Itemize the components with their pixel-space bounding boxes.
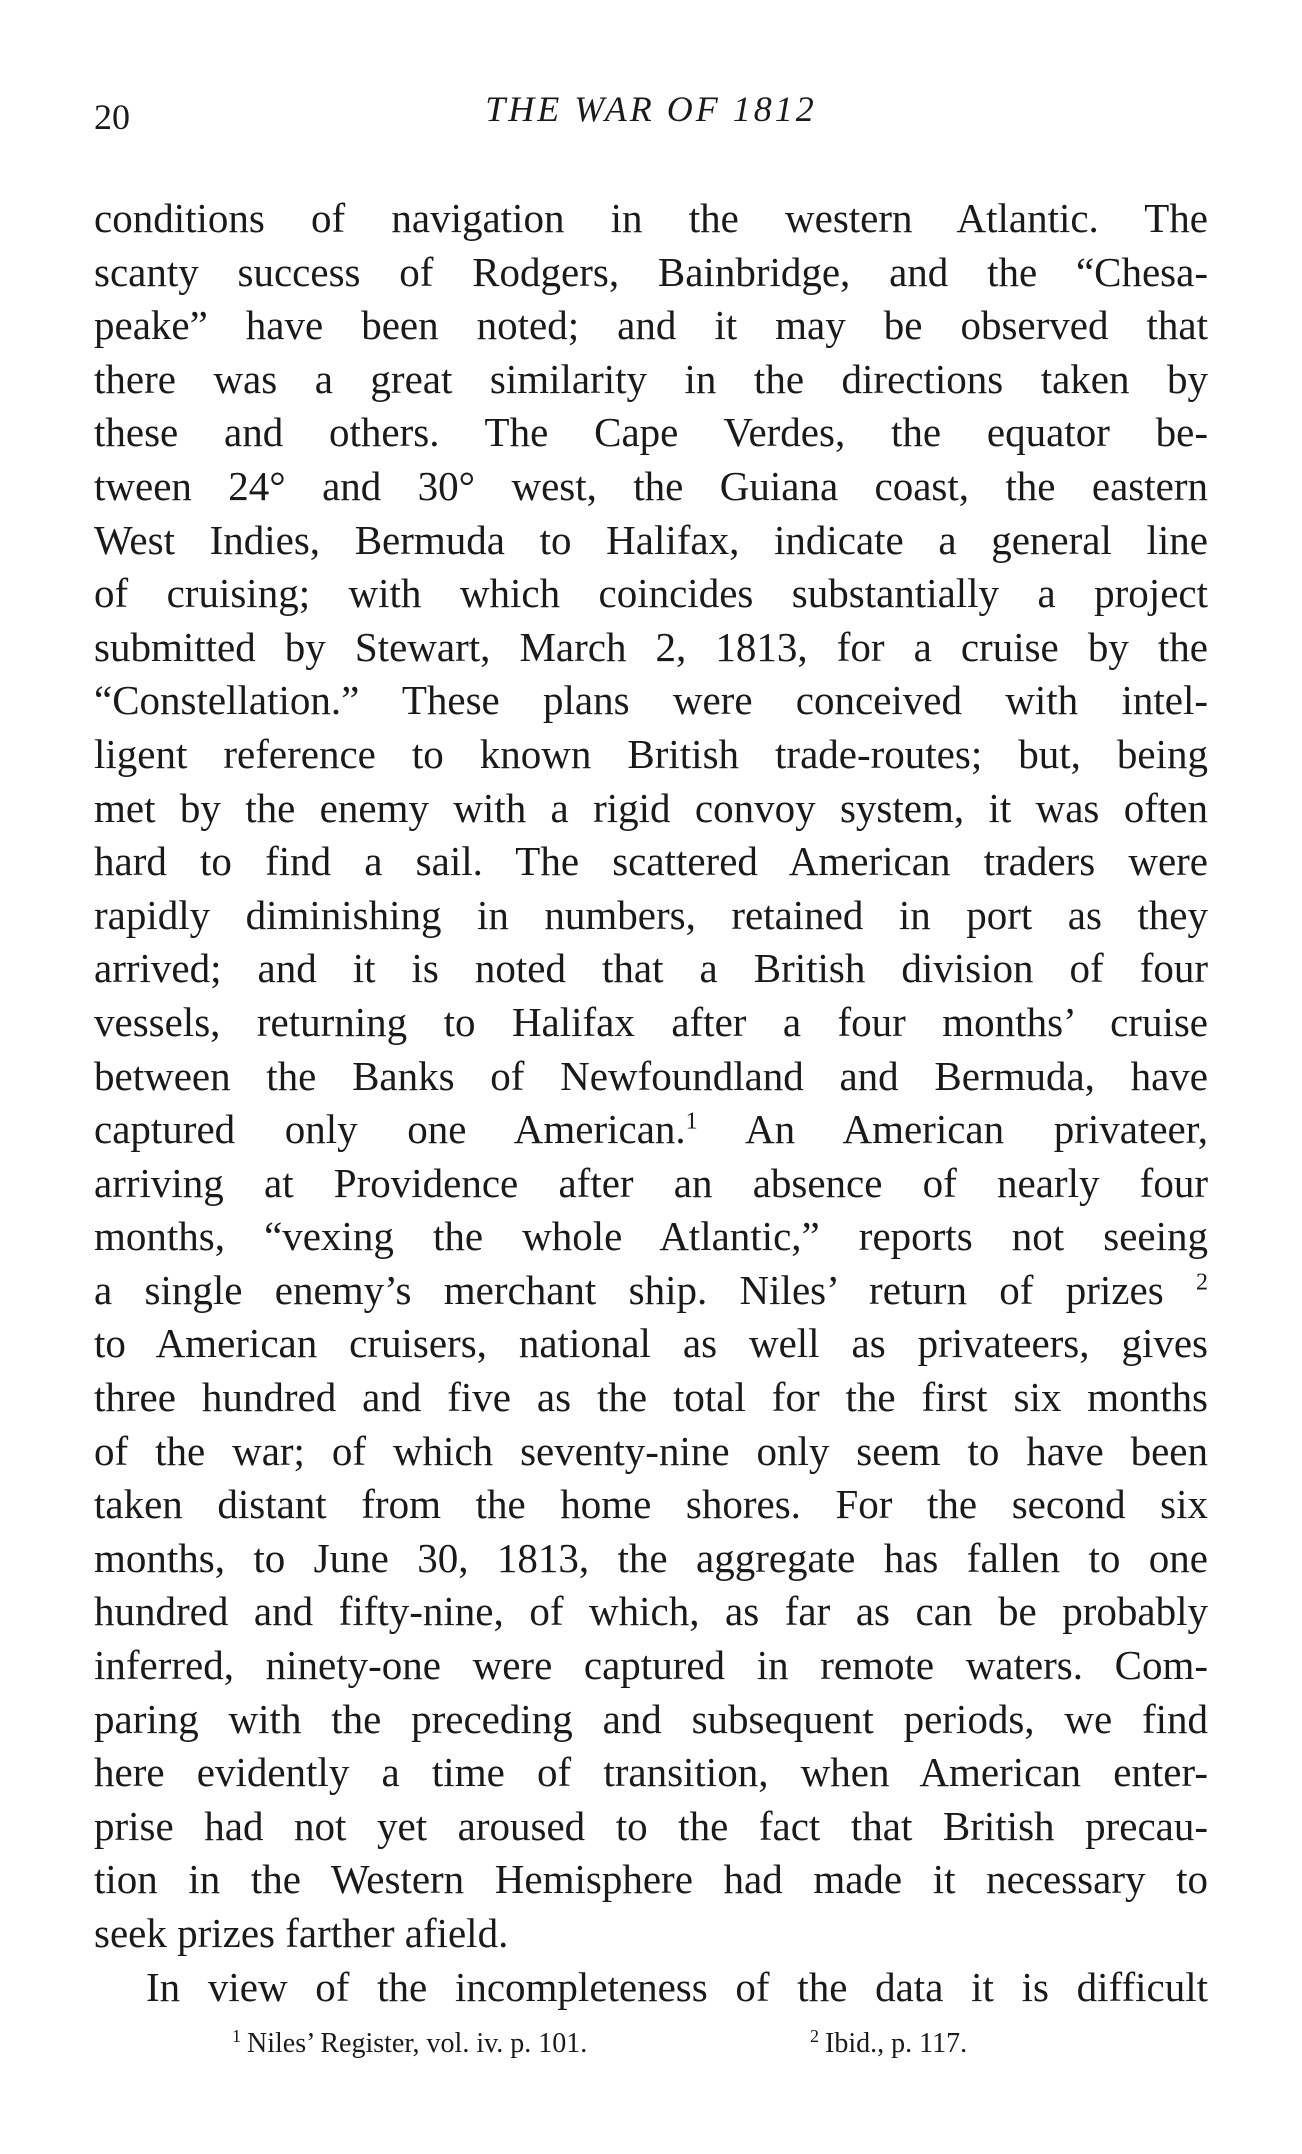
text-line: prise had not yet aroused to the fact that British precau- <box>94 1802 1208 1849</box>
text-line: tween 24° and 30° west, the Guiana coast, the eastern <box>94 462 1208 509</box>
text-line: of cruising; with which coincides substantially a project <box>94 570 1208 617</box>
text-segment: An American privateer, <box>745 1106 1208 1153</box>
document-page <box>94 82 1208 2068</box>
text-line: seek prizes farther afield. <box>94 1910 509 1956</box>
page-number: 20 <box>94 97 130 137</box>
text-line: months, to June 30, 1813, the aggregate has fallen to one <box>94 1534 1208 1581</box>
text-line: tion in the Western Hemisphere had made it necessary to <box>94 1856 1208 1903</box>
text-line: inferred, ninety-one were captured in remote waters. Com- <box>94 1642 1208 1689</box>
page-header <box>94 82 1208 142</box>
text-line: three hundred and five as the total for the first six months <box>94 1374 1208 1421</box>
text-line: hard to find a sail. The scattered American traders were <box>94 838 1208 885</box>
footnote-1 <box>232 2025 588 2060</box>
text-line: ligent reference to known British trade-routes; but, being <box>94 730 1208 777</box>
text-line: “Constellation.” These plans were conceived with intel- <box>94 677 1208 724</box>
footnote-ref-1: 1 <box>685 1108 698 1135</box>
running-title: THE WAR OF 1812 <box>485 89 817 129</box>
footnote-2 <box>810 2025 968 2060</box>
text-line: taken distant from the home shores. For the second six <box>94 1481 1208 1528</box>
text-line: West Indies, Bermuda to Halifax, indicate a general line <box>94 516 1208 563</box>
text-line-with-footnote <box>94 1264 1208 1318</box>
text-line: hundred and fifty-nine, of which, as far as can be probably <box>94 1588 1208 1635</box>
body-text <box>94 192 1208 2014</box>
text-line: peake” have been noted; and it may be observed that <box>94 302 1208 349</box>
footnotes <box>94 2025 1208 2068</box>
footnote-text: Niles’ Register, vol. iv. p. 101. <box>247 2028 588 2060</box>
text-line: there was a great similarity in the directions taken by <box>94 355 1208 402</box>
text-line: arriving at Providence after an absence of nearly four <box>94 1159 1208 1206</box>
text-line: In view of the incompleteness of the data it is difficult <box>146 1963 1208 2010</box>
footnote-marker: 2 <box>810 2025 819 2046</box>
text-line: paring with the preceding and subsequent periods, we find <box>94 1695 1208 1742</box>
text-line: vessels, returning to Halifax after a four months’ cruise <box>94 998 1208 1045</box>
text-line: scanty success of Rodgers, Bainbridge, and the “Chesa- <box>94 248 1208 295</box>
text-line: of the war; of which seventy-nine only seem to have been <box>94 1427 1208 1474</box>
text-line: to American cruisers, national as well as privateers, gives <box>94 1320 1208 1367</box>
text-segment: a single enemy’s merchant ship. Niles’ return of prizes <box>94 1266 1164 1313</box>
text-line: between the Banks of Newfoundland and Bermuda, have <box>94 1052 1208 1099</box>
footnote-marker: 1 <box>232 2025 241 2046</box>
text-line: arrived; and it is noted that a British division of four <box>94 945 1208 992</box>
footnote-text: Ibid., p. 117. <box>825 2028 968 2060</box>
text-line: rapidly diminishing in numbers, retained in port as they <box>94 891 1208 938</box>
text-line-with-footnote <box>94 1103 1208 1157</box>
text-line: met by the enemy with a rigid convoy system, it was often <box>94 784 1208 831</box>
text-line: here evidently a time of transition, when American enter- <box>94 1749 1208 1796</box>
text-line: conditions of navigation in the western Atlantic. The <box>94 195 1208 241</box>
text-line: submitted by Stewart, March 2, 1813, for a cruise by the <box>94 623 1208 670</box>
text-line: months, “vexing the whole Atlantic,” reports not seeing <box>94 1213 1208 1260</box>
text-segment: captured only one American. <box>94 1106 686 1153</box>
footnote-ref-2: 2 <box>1196 1269 1208 1296</box>
text-line: these and others. The Cape Verdes, the equator be- <box>94 409 1208 456</box>
